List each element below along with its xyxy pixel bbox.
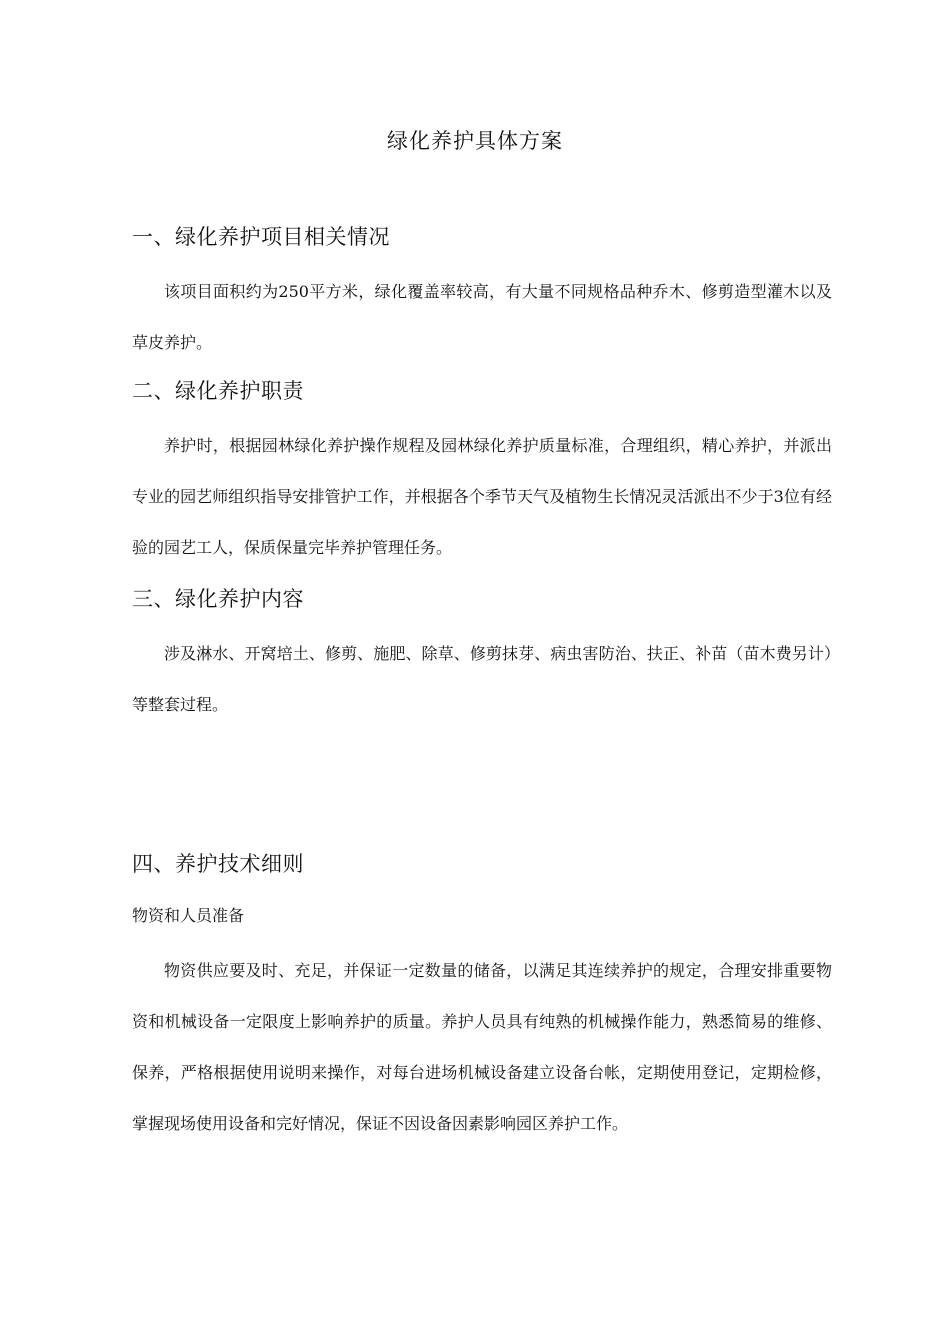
section-3-heading: 三、绿化养护内容 [132, 587, 304, 611]
section-4-heading: 四、养护技术细则 [132, 852, 304, 876]
document-title: 绿化养护具体方案 [387, 129, 563, 153]
section-2-heading: 二、绿化养护职责 [132, 379, 304, 403]
section-2-paragraph: 养护时，根据园林绿化养护操作规程及园林绿化养护质量标准，合理组织，精心养护，并派出专业的园艺师组织指导安排管护工作，并根据各个季节天气及植物生长情况灵活派出不少于3位有经验的园艺工人，保质保量完毕养护管理任务。 [132, 436, 832, 557]
section-3-paragraph: 涉及淋水、开窝培土、修剪、施肥、除草、修剪抹芽、病虫害防治、扶正、补苗（苗木费另计）等整套过程。 [132, 644, 832, 714]
section-1-heading: 一、绿化养护项目相关情况 [132, 225, 390, 249]
section-1-paragraph: 该项目面积约为250平方米，绿化覆盖率较高，有大量不同规格品种乔木、修剪造型灌木以及草皮养护。 [132, 282, 832, 352]
section-4-subheading: 物资和人员准备 [132, 906, 245, 925]
section-4-paragraph: 物资供应要及时、充足，并保证一定数量的储备，以满足其连续养护的规定，合理安排重要物资和机械设备一定限度上影响养护的质量。养护人员具有纯熟的机械操作能力，熟悉简易的维修、保养，严格根据使用说明来操作，对每台进场机械设备建立设备台帐，定期使用登记，定期检修，掌握现场使用设备和完好情况，保证不因设备因素影响园区养护工作。 [132, 961, 832, 1133]
